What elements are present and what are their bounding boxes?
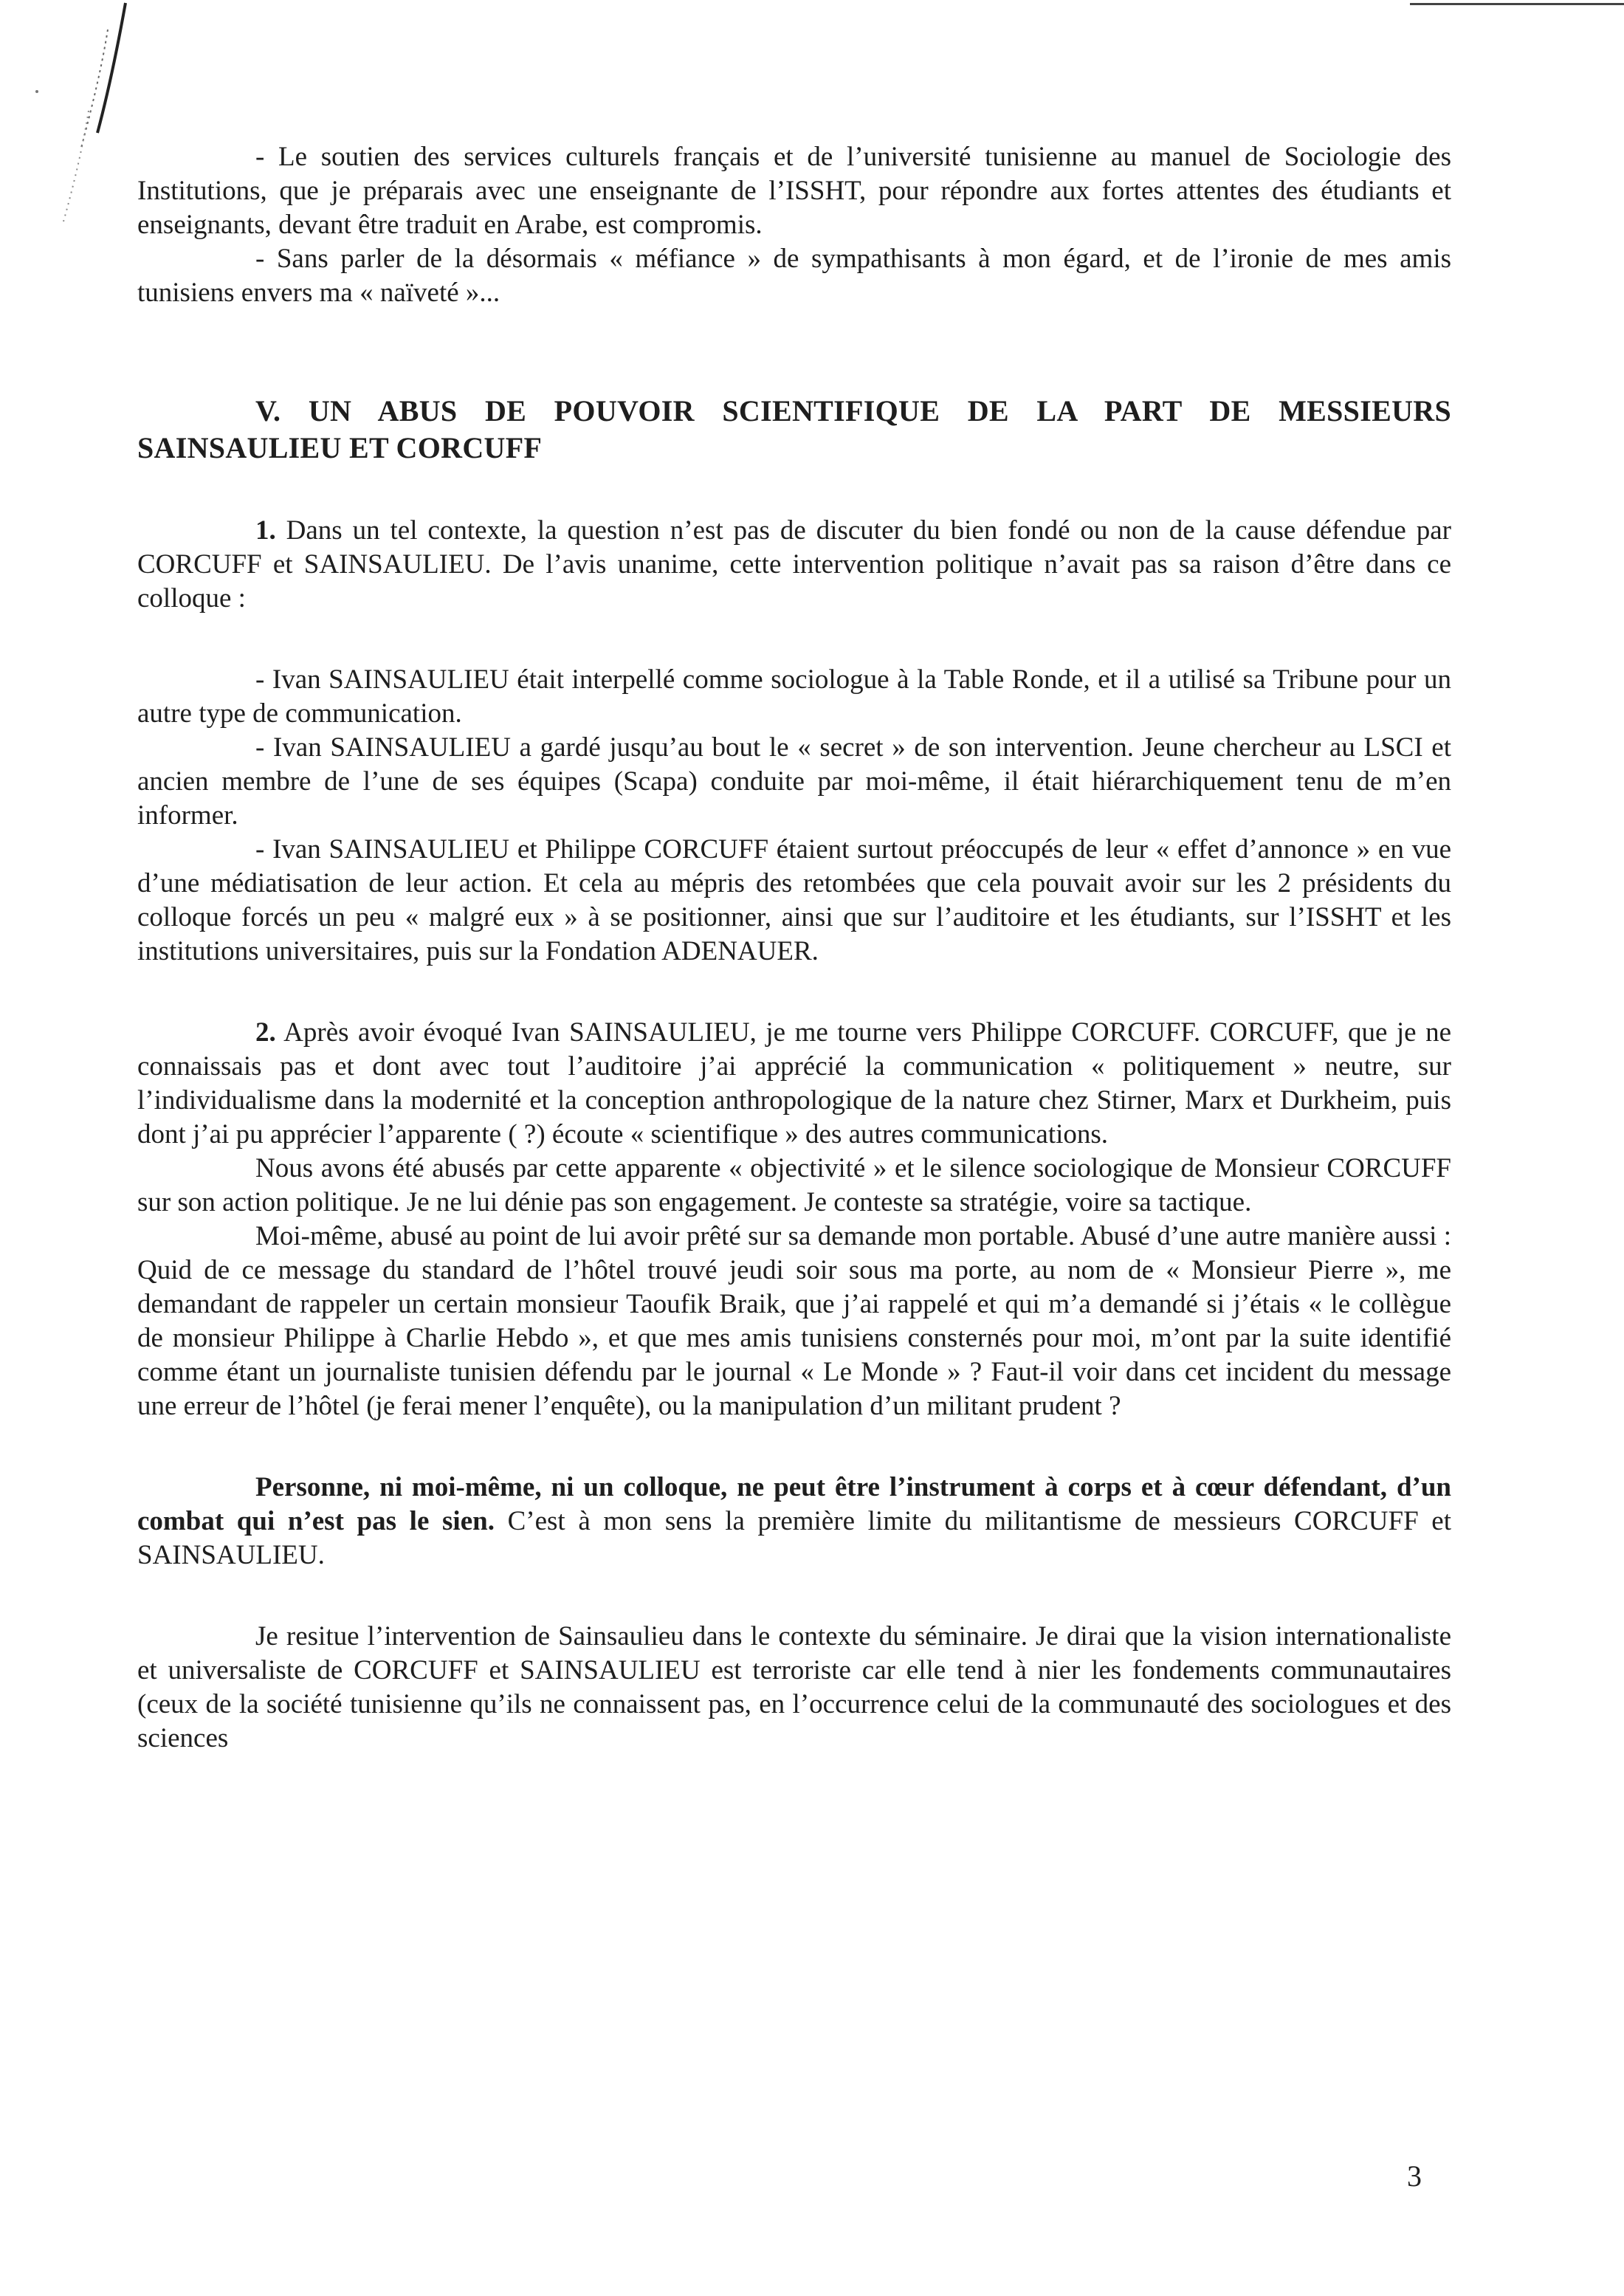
bold-statement: Personne, ni moi-même, ni un colloque, ne peut être l’instrument à corps et à cœur défendant, d’un combat qui n’est pas le sien.	[137, 1472, 1451, 1536]
section-title: V. UN ABUS DE POUVOIR SCIENTIFIQUE DE LA PART DE MESSIEURS SAINSAULIEU ET CORCUFF	[137, 394, 1451, 464]
paragraph-point-2	[137, 1016, 1451, 1152]
document-body	[137, 140, 1451, 1756]
paragraph-portable: Moi-même, abusé au point de lui avoir prêté sur sa demande mon portable. Abusé d’une autre manière aussi : Quid de ce message du standard de l’hôtel trouvé jeudi soir sous ma porte, au nom de « Monsieur Pierre », me demandant de rappeler un certain monsieur Taoufik Braik, que j’ai rappelé et qui m’a demandé si j’étais « le collègue de monsieur Philippe à Charlie Hebdo », et que mes amis tunisiens consternés pour moi, m’ont par la suite identifié comme étant un journaliste tunisien défendu par le journal « Le Monde » ? Faut-il voir dans cet incident du message une erreur de l’hôtel (je ferai mener l’enquête), ou la manipulation d’un militant prudent ?	[137, 1221, 1451, 1421]
scan-pen-mark	[15, 0, 133, 244]
page-number: 3	[1407, 2159, 1422, 2193]
point-number-2: 2.	[255, 1017, 276, 1048]
conclusion-rest: C’est à mon sens la première limite du militantisme de messieurs CORCUFF et SAINSAULIEU.	[137, 1506, 1451, 1570]
paragraph-resitue: Je resitue l’intervention de Sainsaulieu dans le contexte du séminaire. Je dirai que la vision internationaliste et universaliste de CORCUFF et SAINSAULIEU est terroriste car elle tend à nier les fondements communautaires (ceux de la société tunisienne qu’ils ne connaissent pas, en l’occurrence celui de la communauté des sociologues et des sciences	[137, 1621, 1451, 1753]
paragraph-conclusion-bold	[137, 1471, 1451, 1573]
paragraph-bullet-mefiance: - Sans parler de la désormais « méfiance » de sympathisants à mon égard, et de l’ironie de mes amis tunisiens envers ma « naïveté »...	[137, 244, 1451, 308]
paragraph-objectivite: Nous avons été abusés par cette apparente « objectivité » et le silence sociologique de Monsieur CORCUFF sur son action politique. Je ne lui dénie pas son engagement. Je conteste sa stratégie, voire sa tactique.	[137, 1153, 1451, 1217]
paragraph-bullet-table-ronde: - Ivan SAINSAULIEU était interpellé comme sociologue à la Table Ronde, et il a utilisé sa Tribune pour un autre type de communication.	[137, 664, 1451, 729]
paragraph-point-1	[137, 514, 1451, 616]
point-number-1: 1.	[255, 515, 276, 546]
paragraph-bullet-manual: - Le soutien des services culturels français et de l’université tunisienne au manuel de Sociologie des Institutions, que je préparais avec une enseignante de l’ISSHT, pour répondre aux fortes attentes des étudiants et enseignants, devant être traduit en Arabe, est compromis.	[137, 142, 1451, 240]
paragraph-bullet-secret: - Ivan SAINSAULIEU a gardé jusqu’au bout le « secret » de son intervention. Jeune chercheur au LSCI et ancien membre de l’une de ses équipes (Scapa) conduite par moi-même, il était hiérarchiquement tenu de m’en informer.	[137, 732, 1451, 831]
point-2-text: Après avoir évoqué Ivan SAINSAULIEU, je me tourne vers Philippe CORCUFF. CORCUFF, que je ne connaissais pas et dont avec tout l’auditoire j’ai apprécié la communication « politiquement » neutre, sur l’individualisme dans la modernité et la conception anthropologique de la nature chez Stirner, Marx et Durkheim, puis dont j’ai pu apprécier l’apparente ( ?) écoute « scientifique » des autres communications.	[137, 1017, 1451, 1149]
point-1-text: Dans un tel contexte, la question n’est pas de discuter du bien fondé ou non de la cause défendue par CORCUFF et SAINSAULIEU. De l’avis unanime, cette intervention politique n’avait pas sa raison d’être dans ce colloque :	[137, 515, 1451, 613]
top-scan-rule	[1410, 3, 1624, 5]
paragraph-bullet-effet-annonce: - Ivan SAINSAULIEU et Philippe CORCUFF étaient surtout préoccupés de leur « effet d’annonce » en vue d’une médiatisation de leur action. Et cela au mépris des retombées que cela pouvait avoir sur les 2 présidents du colloque forcés un peu « malgré eux » à se positionner, ainsi que sur l’auditoire et les étudiants, sur l’ISSHT et les institutions universitaires, puis sur la Fondation ADENAUER.	[137, 834, 1451, 966]
